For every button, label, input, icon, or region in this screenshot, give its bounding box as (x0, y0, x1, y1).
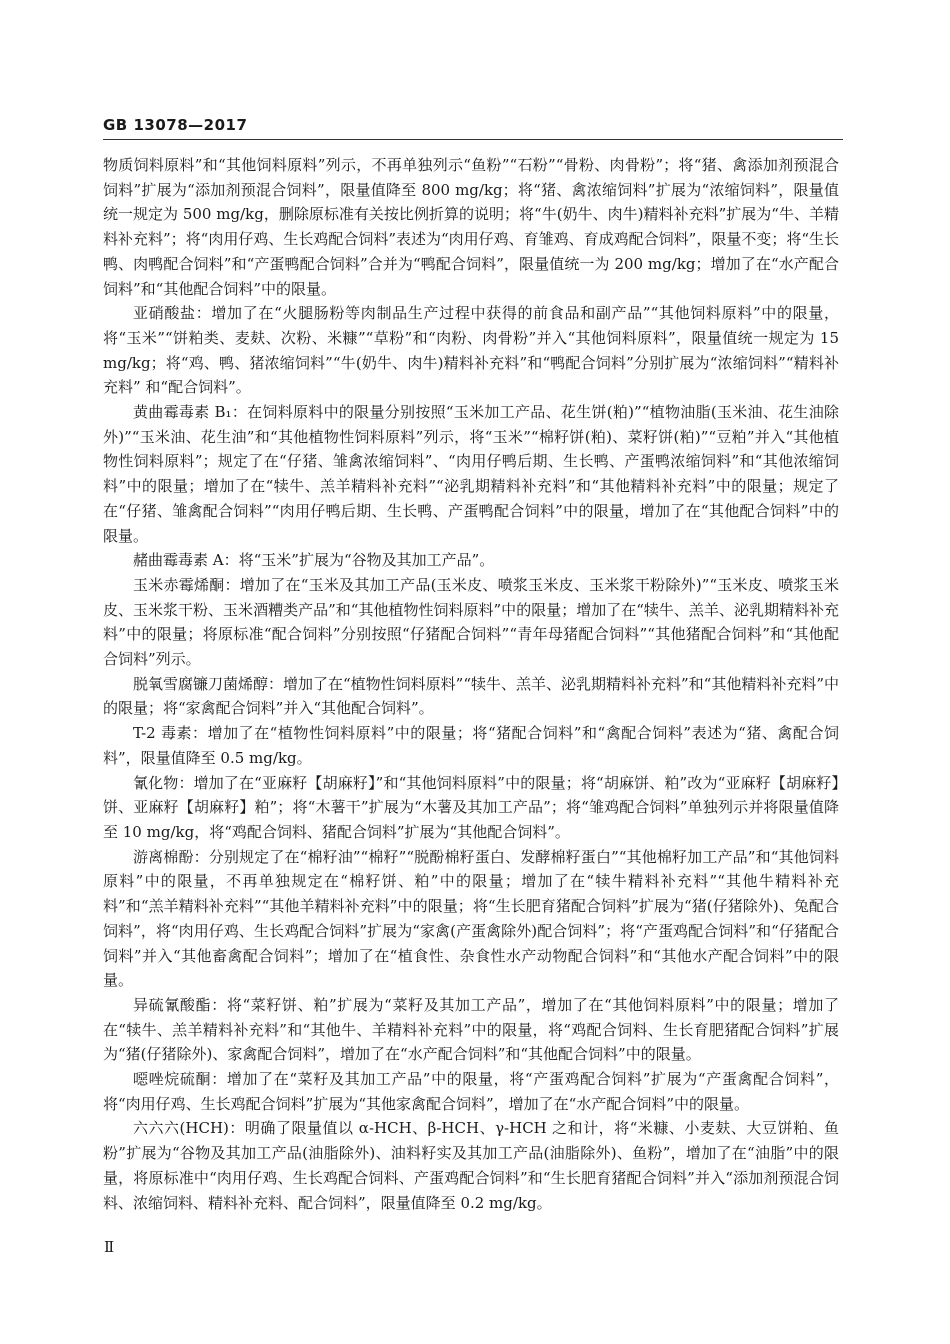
paragraph-cyanide: 氰化物：增加了在“亚麻籽【胡麻籽】”和“其他饲料原料”中的限量；将“胡麻饼、粕”改为“亚麻籽【胡麻籽】饼、亚麻籽【胡麻籽】粕”；将“木薯干”扩展为“木薯及其加工产品”；将“雏鸡配合饲料”单独列示并将限量值降至 10 mg/kg，将“鸡配合饲料、猪配合饲料”扩展为“其他配合饲料”。 (103, 773, 839, 841)
paragraph-gossypol: 游离棉酚：分别规定了在“棉籽油”“棉籽”“脱酚棉籽蛋白、发酵棉籽蛋白”“其他棉籽加工产品”和“其他饲料原料”中的限量，不再单独规定在“棉籽饼、粕”中的限量；增加了在“犊牛精料补充料”“其他牛精料补充料”和“羔羊精料补充料”“其他羊精料补充料”中的限量；将“生长肥育猪配合饲料”扩展为“猪(仔猪除外)、兔配合饲料”，将“肉用仔鸡、生长鸡配合饲料”扩展为“家禽(产蛋禽除外)配合饲料”；将“产蛋鸡配合饲料”和“仔猪配合饲料”并入“其他畜禽配合饲料”；增加了在“植食性、杂食性水产动物配合饲料”和“其他水产配合饲料”中的限量。 (103, 847, 839, 990)
paragraph-oxazolidinethione: 噁唑烷硫酮：增加了在“菜籽及其加工产品”中的限量，将“产蛋鸡配合饲料”扩展为“产蛋禽配合饲料”，将“肉用仔鸡、生长鸡配合饲料”扩展为“其他家禽配合饲料”，增加了在“水产配合饲料”中的限量。 (103, 1070, 839, 1113)
paragraph-don: 脱氧雪腐镰刀菌烯醇：增加了在“植物性饲料原料”“犊牛、羔羊、泌乳期精料补充料”和“其他精料补充料”中的限量；将“家禽配合饲料”并入“其他配合饲料”。 (103, 674, 840, 718)
paragraph-zearalenone: 玉米赤霉烯酮：增加了在“玉米及其加工产品(玉米皮、喷浆玉米皮、玉米浆干粉除外)”“玉米皮、喷浆玉米皮、玉米浆干粉、玉米酒糟类产品”和“其他植物性饲料原料”中的限量；增加了在“犊牛、羔羊、泌乳期精料补充料”中的限量；将原标准“配合饲料”分别按照“仔猪配合饲料”“青年母猪配合饲料”“其他猪配合饲料”和“其他配合饲料”列示。 (103, 575, 839, 669)
standard-code: GB 13078—2017 (103, 116, 248, 134)
paragraph-hch: 六六六(HCH)：明确了限量值以 α-HCH、β-HCH、γ-HCH 之和计，将“米糠、小麦麸、大豆饼粕、鱼粉”扩展为“谷物及其加工产品(油脂除外)、油料籽实及其加工产品(油脂除外)、鱼粉”，增加了在“油脂”中的限量，将原标准中“肉用仔鸡、生长鸡配合饲料、产蛋鸡配合饲料”和“生长肥育猪配合饲料”并入“添加剂预混合饲料、浓缩饲料、精料补充料、配合饲料”，限量值降至 0.2 mg/kg。 (103, 1119, 839, 1212)
body-text (103, 153, 839, 1215)
header-rule (103, 139, 843, 140)
paragraph-isothiocyanate: 异硫氰酸酯：将“菜籽饼、粕”扩展为“菜籽及其加工产品”，增加了在“其他饲料原料”中的限量；增加了在“犊牛、羔羊精料补充料”和“其他牛、羊精料补充料”中的限量，将“鸡配合饲料、生长育肥猪配合饲料”扩展为“猪(仔猪除外)、家禽配合饲料”，增加了在“水产配合饲料”和“其他配合饲料”中的限量。 (103, 995, 839, 1064)
paragraph-ochratoxin-a: 赭曲霉毒素 A：将“玉米”扩展为“谷物及其加工产品”。 (133, 551, 495, 570)
paragraph-t2-toxin: T-2 毒素：增加了在“植物性饲料原料”中的限量；将“猪配合饲料”和“禽配合饲料”表述为“猪、禽配合饲料”，限量值降至 0.5 mg/kg。 (103, 724, 839, 767)
paragraph-aflatoxin-b1: 黄曲霉毒素 B₁：在饲料原料中的限量分别按照“玉米加工产品、花生饼(粕)”“植物油脂(玉米油、花生油除外)”“玉米油、花生油”和“其他植物性饲料原料”列示，将“玉米”“棉籽饼(粕)、菜籽饼(粕)”“豆粕”并入“其他植物性饲料原料”；规定了在“仔猪、雏禽浓缩饲料”、“肉用仔鸭后期、生长鸭、产蛋鸭浓缩饲料”和“其他浓缩饲料”中的限量；增加了在“犊牛、羔羊精料补充料”“泌乳期精料补充料”和“其他精料补充料”中的限量；规定了在“仔猪、雏禽配合饲料”“肉用仔鸭后期、生长鸭、产蛋鸭配合饲料”中的限量，增加了在“其他配合饲料”中的限量。 (103, 403, 839, 545)
paragraph-nitrite: 亚硝酸盐：增加了在“火腿肠粉等肉制品生产过程中获得的前食品和副产品”“其他饲料原料”中的限量，将“玉米”“饼粕类、麦麸、次粉、米糠”“草粉”和“肉粉、肉骨粉”并入“其他饲料原料”，限量值统一规定为 15 mg/kg；将“鸡、鸭、猪浓缩饲料”“牛(奶牛、肉牛)精料补充料”和“鸭配合饲料”分别扩展为“浓缩饲料”“精料补充料” 和“配合饲料”。 (103, 304, 839, 397)
paragraph-continuation: 物质饲料原料”和“其他饲料原料”列示，不再单独列示“鱼粉”“石粉”“骨粉、肉骨粉”；将“猪、禽添加剂预混合饲料”扩展为“添加剂预混合饲料”，限量值降至 800 mg/kg；将“猪、禽浓缩饲料”扩展为“浓缩饲料”，限量值统一规定为 500 mg/kg，删除原标准有关按比例折算的说明；将“牛(奶牛、肉牛)精料补充料”扩展为“牛、羊精料补充料”；将“肉用仔鸡、生长鸡配合饲料”表述为“肉用仔鸡、育雏鸡、育成鸡配合饲料”，限量不变；将“生长鸭、肉鸭配合饲料”和“产蛋鸭配合饲料”合并为“鸭配合饲料”，限量值统一为 200 mg/kg；增加了在“水产配合饲料”和“其他配合饲料”中的限量。 (103, 156, 840, 298)
page-number: Ⅱ (104, 1238, 115, 1256)
